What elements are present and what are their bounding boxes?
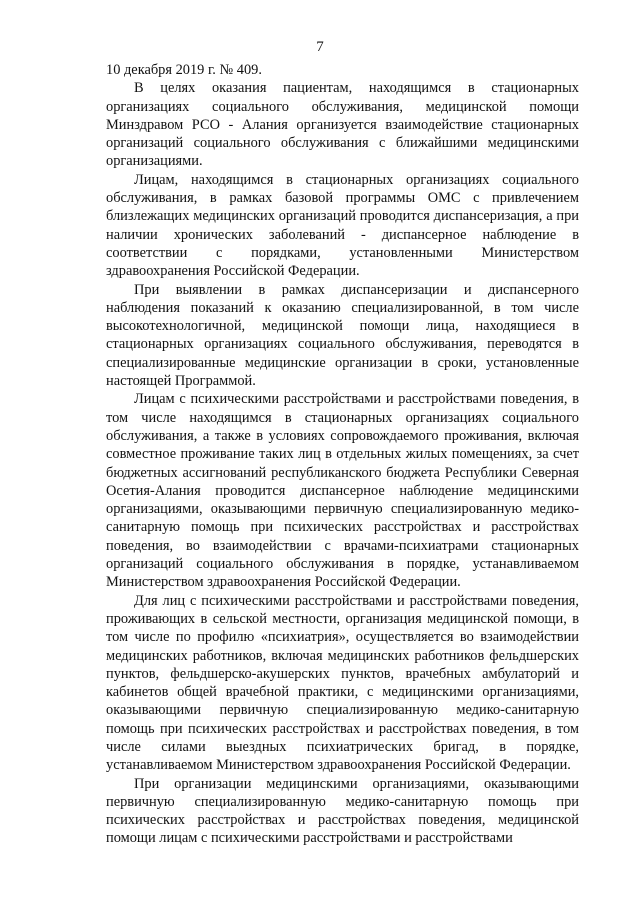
paragraph-date-reference: 10 декабря 2019 г. № 409. [106,62,262,78]
paragraph-specialized-transfer: При выявлении в рамках диспансеризации и диспансерного наблюдения показаний к оказанию специализированной, в том числе высокотехнологичной, медицинской помощи лица, находящиеся в стационарных организациях социального обслуживания, переводятся в специализированные медицинские организации в сроки, установленные настоящей Программой. [106,281,579,390]
document-body [106,61,579,848]
paragraph-psychiatric-observation: Лицам с психическими расстройствами и расстройствами поведения, в том числе находящимся в стационарных организациях социального обслуживания, а также в условиях сопровождаемого проживания, включая совместное проживание таких лиц в отдельных жилых помещениях, за счет бюджетных ассигнований республиканского бюджета Республики Северная Осетия-Алания проводится диспансерное наблюдение медицинскими организациями, оказывающими первичную специализированную медико-санитарную помощь при психических расстройствах и расстройствах поведения, во взаимодействии с врачами-психиатрами стационарных организаций социального обслуживания в порядке, устанавливаемом Министерством здравоохранения Российской Федерации. [106,391,579,591]
paragraph-psychiatric-organization: При организации медицинскими организациями, оказывающими первичную специализированную медико-санитарную помощь при психических расстройствах и расстройствах поведения, медицинской помощи лицам с психическими расстройствами и расстройствами [106,775,579,847]
paragraph-interaction-organization: В целях оказания пациентам, находящимся в стационарных организациях социального обслуживания, медицинской помощи Минздравом РСО - Алания организуется взаимодействие стационарных организаций социального обслуживания с ближайшими медицинскими организациями. [106,80,579,170]
paragraph-dispensarization: Лицам, находящимся в стационарных организациях социального обслуживания, в рамках базовой программы ОМС с привлечением близлежащих медицинских организаций проводится диспансеризация, а при наличии хронических заболеваний - диспансерное наблюдение в соответствии с порядками, установленными Министерством здравоохранения Российской Федерации. [106,171,579,280]
page-number: 7 [316,39,324,55]
paragraph-rural-psychiatric-care: Для лиц с психическими расстройствами и расстройствами поведения, проживающих в сельской местности, организация медицинской помощи, в том числе по профилю «психиатрия», осуществляется во взаимодействии медицинских работников, включая медицинских работников фельдшерских пунктов, фельдшерско-акушерских пунктов, врачебных амбулаторий и кабинетов общей врачебной практики, с медицинскими организациями, оказывающими первичную специализированную медико-санитарную помощь при психических расстройствах и расстройствах поведения, в том числе силами выездных психиатрических бригад, в порядке, устанавливаемом Министерством здравоохранения Российской Федерации. [106,592,579,774]
